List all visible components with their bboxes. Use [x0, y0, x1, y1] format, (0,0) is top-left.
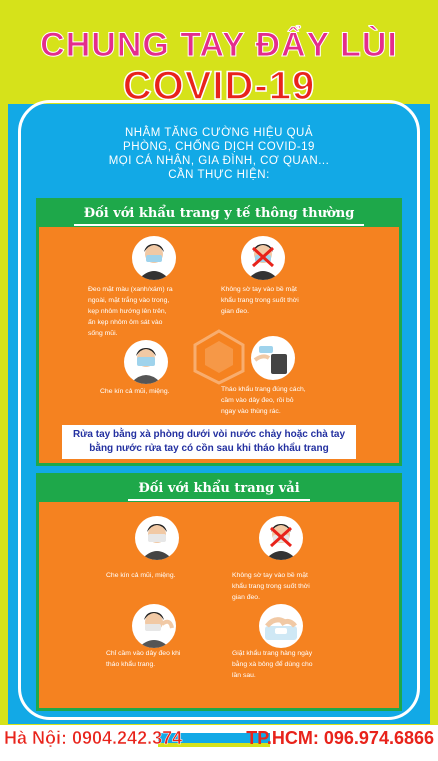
watermark-logo	[189, 327, 249, 387]
no-touch-mask-icon	[241, 236, 285, 280]
person-wearing-mask-icon	[132, 236, 176, 280]
caption-cloth-no-touch: Không sờ tay vào bề mặt khẩu trang trong suốt thời gian đeo.	[232, 572, 310, 601]
caption-cloth-wash: Giặt khẩu trang hàng ngày bằng xà bông để dùng cho lần sau.	[232, 650, 313, 679]
cover-nose-mouth-icon	[124, 340, 168, 384]
intro-line: PHÒNG, CHỐNG DỊCH COVID-19	[123, 141, 315, 153]
wash-mask-icon	[259, 604, 303, 648]
caption-dispose: Tháo khẩu trang đúng cách, cầm vào dây đeo, rồi bỏ ngay vào thùng rác.	[221, 386, 306, 415]
poster-title-line2: COVID-19	[122, 64, 316, 108]
caption-cloth-remove: Chỉ cầm vào dây đeo khi tháo khẩu trang.	[106, 650, 181, 668]
intro-line: NHẰM TĂNG CƯỜNG HIỆU QUẢ	[124, 127, 313, 139]
hcm-phone: TP.HCM: 096.974.6866	[246, 728, 434, 748]
caption-cloth-cover: Che kín cả mũi, miệng.	[106, 572, 176, 579]
section-heading: Đối với khẩu trang y tế thông thường	[39, 201, 399, 227]
caption-cover: Che kín cả mũi, miệng.	[100, 388, 170, 395]
caption-wear-mask: Đeo mặt màu (xanh/xám) ra ngoài, mặt trắng vào trong, kẹp nhôm hướng lên trên, ấn kẹp nhôm ôm sát vào sống mũi.	[88, 286, 173, 337]
caption-no-touch: Không sờ tay vào bề mặt khẩu trang trong suốt thời gian đeo.	[221, 286, 299, 315]
intro-text	[40, 126, 398, 182]
hanoi-phone: Hà Nội: 0904.242.374	[4, 728, 183, 748]
intro-line: MỌI CÁ NHÂN, GIA ĐÌNH, CƠ QUAN...	[108, 155, 330, 167]
section-heading: Đối với khẩu trang vải	[39, 476, 399, 502]
no-touch-mask-icon	[259, 516, 303, 560]
cover-nose-mouth-icon	[135, 516, 179, 560]
dispose-mask-icon	[251, 336, 295, 380]
hand-wash-note: Rửa tay bằng xà phòng dưới vòi nước chảy hoặc chà tay bằng nước rửa tay có cồn sau khi tháo khẩu trang	[62, 425, 356, 459]
intro-line: CẦN THỰC HIỆN:	[168, 169, 270, 181]
poster-title-line1: CHUNG TAY ĐẨY LÙI	[40, 26, 398, 64]
remove-by-straps-icon	[132, 604, 176, 648]
